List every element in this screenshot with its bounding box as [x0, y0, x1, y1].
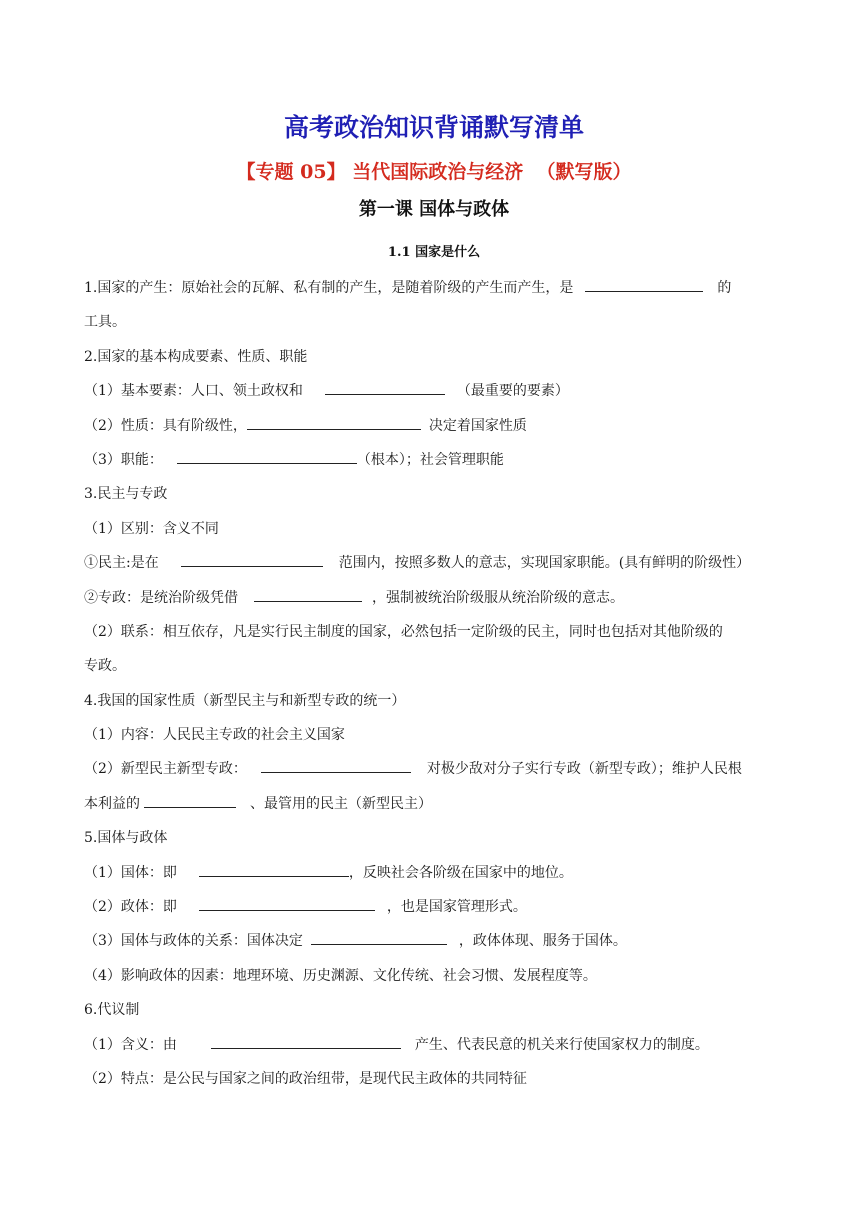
line-text: （最重要的要素）: [456, 383, 569, 400]
text-line: [84, 893, 788, 927]
document-title: 高考政治知识背诵默写清单: [283, 113, 584, 142]
line-text: ，也是国家管理形式。: [386, 899, 527, 916]
fill-blank[interactable]: [144, 791, 236, 808]
text-line: [84, 927, 788, 961]
fill-blank[interactable]: [211, 1032, 401, 1049]
line-text: 、最管用的民主（新型民主）: [250, 795, 432, 812]
text-line: [84, 412, 788, 446]
fill-blank[interactable]: [585, 275, 703, 292]
fill-blank[interactable]: [177, 447, 357, 464]
fill-blank[interactable]: [247, 413, 421, 430]
line-text: （3）国体与政体的关系：国体决定: [84, 933, 303, 950]
text-line: [84, 274, 788, 308]
line-text: （1）国体：即: [84, 864, 177, 881]
line-text: 决定着国家性质: [428, 417, 527, 434]
line-text: 范围内，按照多数人的意志，实现国家职能。(具有鲜明的阶级性）: [338, 555, 751, 572]
fill-blank[interactable]: [261, 756, 411, 773]
text-line: [84, 790, 788, 824]
line-text: （2）政体：即: [84, 899, 177, 916]
text-line: [84, 446, 788, 480]
fill-blank[interactable]: [199, 894, 375, 911]
line-text: ，政体体现、服务于国体。: [458, 933, 627, 950]
fill-blank[interactable]: [199, 860, 349, 877]
line-text: ①民主:是在: [84, 555, 159, 572]
text-line: [84, 1031, 788, 1065]
line-text: （1）含义：由: [84, 1036, 177, 1053]
text-line: （2）特点：是公民与国家之间的政治纽带，是现代民主政体的共同特征: [84, 1070, 527, 1087]
document-subtitle: 【专题 05】 当代国际政治与经济 （默写版）: [236, 161, 632, 183]
fill-blank[interactable]: [254, 585, 362, 602]
line-text: （3）职能：: [84, 451, 163, 468]
fill-blank[interactable]: [311, 928, 447, 945]
text-line: 6.代议制: [84, 1002, 140, 1019]
line-text: 产生、代表民意的机关来行使国家权力的制度。: [414, 1036, 709, 1053]
line-text: （2）性质：具有阶级性，: [84, 417, 247, 434]
line-text: 的: [717, 280, 732, 296]
text-line: （1）内容：人民民主专政的社会主义国家: [84, 727, 345, 744]
line-text: ，强制被统治阶级服从统治阶级的意志。: [372, 589, 624, 606]
text-line: 4.我国的国家性质（新型民主与和新型专政的统一）: [84, 692, 406, 709]
text-line: [84, 584, 788, 618]
fill-blank[interactable]: [181, 550, 323, 567]
line-text: （1）基本要素：人口、领土政权和: [84, 383, 303, 400]
text-line: [84, 859, 788, 893]
line-text: （根本）；社会管理职能: [356, 451, 504, 468]
text-line: （2）联系：相互依存，凡是实行民主制度的国家，必然包括一定阶级的民主，同时也包括对其他阶级的: [84, 623, 723, 640]
content-body: [84, 274, 788, 1099]
line-text: ②专政：是统治阶级凭借: [84, 589, 238, 606]
text-line: 5.国体与政体: [84, 830, 168, 847]
section-heading: 1.1 国家是什么: [387, 245, 481, 260]
line-text: （2）新型民主新型专政：: [84, 761, 247, 778]
line-text: 本利益的: [84, 795, 140, 812]
line-text: ，反映社会各阶级在国家中的地位。: [348, 864, 573, 881]
text-line: [84, 377, 788, 411]
text-line: 工具。: [84, 314, 126, 331]
text-line: [84, 549, 788, 583]
line-text: 1.国家的产生：原始社会的瓦解、私有制的产生，是随着阶级的产生而产生，是: [84, 280, 574, 296]
text-line: （1）区别：含义不同: [84, 520, 219, 537]
text-line: 2.国家的基本构成要素、性质、职能: [84, 348, 308, 365]
text-line: [84, 755, 788, 789]
line-text: 对极少敌对分子实行专政（新型专政）；维护人民根: [426, 761, 742, 778]
text-line: 专政。: [84, 658, 126, 675]
fill-blank[interactable]: [325, 378, 445, 395]
lesson-heading: 第一课 国体与政体: [358, 199, 510, 220]
text-line: 3.民主与专政: [84, 486, 168, 503]
text-line: （4）影响政体的因素：地理环境、历史渊源、文化传统、社会习惯、发展程度等。: [84, 967, 597, 984]
